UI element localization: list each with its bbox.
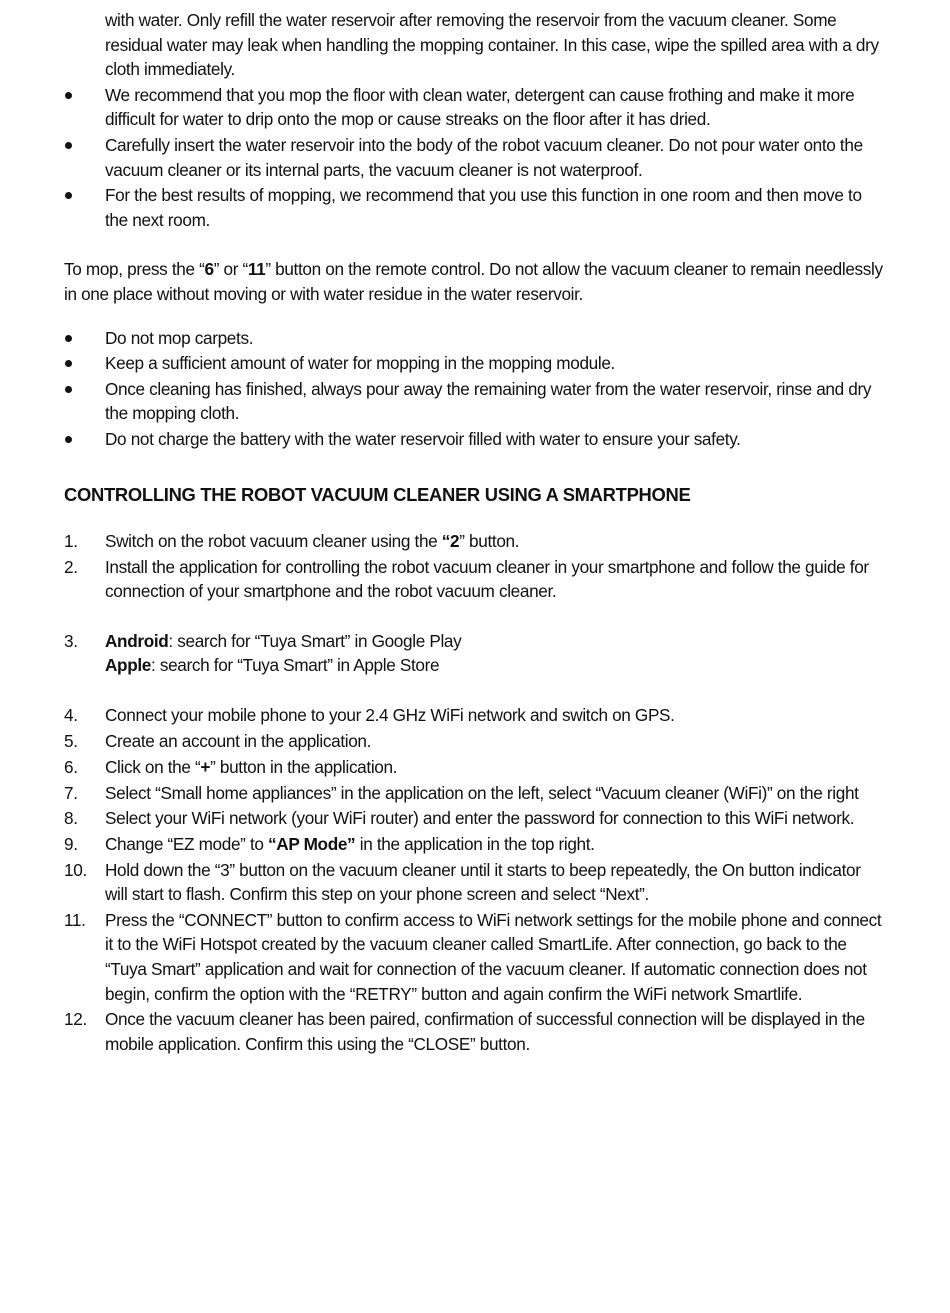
step-number: 1. bbox=[64, 531, 78, 552]
manual-page bbox=[64, 8, 884, 1056]
list-item-text: Do not mop carpets. bbox=[105, 327, 254, 348]
step-item bbox=[64, 908, 884, 1006]
bullet-marker bbox=[64, 183, 105, 208]
bullet-marker bbox=[64, 377, 105, 402]
android-label: Android bbox=[105, 630, 169, 651]
step-item bbox=[64, 858, 884, 907]
step-text: Create an account in the application. bbox=[105, 730, 372, 751]
step-text-pre: Switch on the robot vacuum cleaner using the bbox=[105, 531, 442, 552]
step-text-pre: Click on the “ bbox=[105, 757, 201, 778]
mopping-warnings-list bbox=[64, 326, 884, 452]
step-text bbox=[105, 529, 884, 554]
remote-button-6-label: 6 bbox=[204, 259, 214, 280]
step-text: Press the “CONNECT” button to confirm access to WiFi network settings for the mobile phone and connect it to the WiFi Hotspot created by the vacuum cleaner called SmartLife. After connection, go back to the “Tuya Smart” application and wait for connection of the vacuum cleaner. If automatic connection does not begin, confirm the option with the “RETRY” button and again confirm the WiFi network Smartlife. bbox=[105, 909, 882, 1004]
bullet-dot-icon bbox=[65, 436, 72, 443]
step-number: 11. bbox=[64, 909, 86, 930]
step-item bbox=[64, 629, 884, 678]
list-item-text: Keep a sufficient amount of water for mopping in the mopping module. bbox=[105, 353, 615, 374]
continued-text-line-2: Some residual water may leak when handling the mopping container. In this case, wipe the spilled area with a dry cloth immediately. bbox=[105, 10, 879, 80]
plus-button-label: + bbox=[200, 757, 211, 778]
step-text: Install the application for controlling the robot vacuum cleaner in your smartphone and follow the guide for connection of your smartphone and the robot vacuum cleaner. bbox=[105, 556, 869, 602]
step-item bbox=[64, 832, 884, 857]
section-heading: CONTROLLING THE ROBOT VACUUM CLEANER USING A SMARTPHONE bbox=[64, 483, 691, 505]
step-text-post: in the application in the top right. bbox=[355, 834, 595, 855]
list-item-text: For the best results of mopping, we recommend that you use this function in one room and then move to the next room. bbox=[105, 185, 862, 230]
bullet-marker bbox=[64, 133, 105, 158]
step-item bbox=[64, 729, 884, 754]
step-number: 6. bbox=[64, 757, 78, 778]
apple-line bbox=[105, 653, 884, 678]
step-item bbox=[64, 703, 884, 728]
bullet-dot-icon bbox=[65, 92, 72, 99]
step-number: 12. bbox=[64, 1009, 87, 1030]
step-text: Once the vacuum cleaner has been paired, confirmation of successful connection will be displayed in the mobile application. Confirm this using the “CLOSE” button. bbox=[105, 1009, 865, 1054]
list-item bbox=[64, 377, 884, 426]
bullet-dot-icon bbox=[65, 335, 72, 342]
list-item bbox=[64, 183, 884, 232]
step-text: Connect your mobile phone to your 2.4 GHz WiFi network and switch on GPS. bbox=[105, 705, 675, 726]
step-item bbox=[64, 781, 884, 806]
bullet-marker bbox=[64, 351, 105, 376]
step-text-post: ” button. bbox=[459, 531, 520, 552]
step-text bbox=[105, 832, 884, 857]
step-text bbox=[105, 629, 884, 678]
list-item-text: Once cleaning has finished, always pour away the remaining water from the water reservoir, rinse and dry the mopping cloth. bbox=[105, 378, 872, 424]
step-text bbox=[105, 755, 884, 780]
step-number: 10. bbox=[64, 859, 87, 880]
mop-text-part-3: ” button on the remote control. Do not allow the vacuum cleaner to remain needlessly in one place without moving or with water residue in the water reservoir. bbox=[64, 259, 883, 304]
step-number: 4. bbox=[64, 705, 78, 726]
power-button-label: “2 bbox=[441, 531, 460, 552]
step-number: 7. bbox=[64, 782, 78, 803]
continued-bullet-text bbox=[64, 8, 884, 82]
mop-text-part-2: ” or “ bbox=[213, 259, 248, 280]
bullet-marker bbox=[64, 83, 105, 108]
step-number: 3. bbox=[64, 630, 78, 651]
bullet-marker bbox=[64, 326, 105, 351]
bullet-dot-icon bbox=[65, 142, 72, 149]
step-number: 5. bbox=[64, 730, 78, 751]
list-item bbox=[64, 351, 884, 376]
ap-mode-label: “AP Mode” bbox=[268, 834, 356, 855]
step-text: Select “Small home appliances” in the application on the left, select “Vacuum cleaner (WiFi)” on the right bbox=[105, 782, 859, 803]
android-line bbox=[105, 629, 884, 654]
step-text-post: ” button in the application. bbox=[210, 757, 398, 778]
apple-text: : search for “Tuya Smart” in Apple Store bbox=[151, 655, 440, 676]
step-number: 9. bbox=[64, 834, 78, 855]
list-item-text: Carefully insert the water reservoir into the body of the robot vacuum cleaner. Do not pour water onto the vacuum cleaner or its internal parts, the vacuum cleaner is not waterproof. bbox=[105, 134, 863, 180]
step-item bbox=[64, 555, 884, 604]
mop-instruction-paragraph bbox=[64, 257, 884, 306]
android-text: : search for “Tuya Smart” in Google Play bbox=[168, 630, 462, 651]
list-item-text: We recommend that you mop the floor with clean water, detergent can cause frothing and make it more difficult for water to drip onto the mop or cause streaks on the floor after it has dried. bbox=[105, 84, 855, 130]
step-number: 2. bbox=[64, 556, 78, 577]
list-item bbox=[64, 133, 884, 182]
bullet-dot-icon bbox=[65, 360, 72, 367]
step-item bbox=[64, 806, 884, 831]
bullet-marker bbox=[64, 427, 105, 452]
step-text-pre: Change “EZ mode” to bbox=[105, 834, 269, 855]
step-text: Hold down the “3” button on the vacuum cleaner until it starts to beep repeatedly, the On button indicator will start to flash. Confirm this step on your phone screen and select “Next”. bbox=[105, 859, 861, 905]
bullet-dot-icon bbox=[65, 386, 72, 393]
step-item bbox=[64, 1007, 884, 1056]
list-item bbox=[64, 326, 884, 351]
mop-text-part-1: To mop, press the “ bbox=[64, 259, 205, 280]
step-number: 8. bbox=[64, 808, 78, 829]
smartphone-setup-steps bbox=[64, 529, 884, 1056]
bullet-dot-icon bbox=[65, 192, 72, 199]
list-item bbox=[64, 83, 884, 132]
apple-label: Apple bbox=[105, 655, 151, 676]
remote-button-11-label: 11 bbox=[247, 259, 266, 280]
list-item bbox=[64, 427, 884, 452]
list-item-text: Do not charge the battery with the water reservoir filled with water to ensure your safety. bbox=[105, 428, 741, 449]
step-item bbox=[64, 755, 884, 780]
continued-text-line-1: with water. Only refill the water reservoir after removing the reservoir from the vacuum cleaner. bbox=[105, 10, 789, 30]
step-text: Select your WiFi network (your WiFi router) and enter the password for connection to this WiFi network. bbox=[105, 808, 855, 829]
mopping-tips-list bbox=[64, 83, 884, 233]
step-item bbox=[64, 529, 884, 554]
